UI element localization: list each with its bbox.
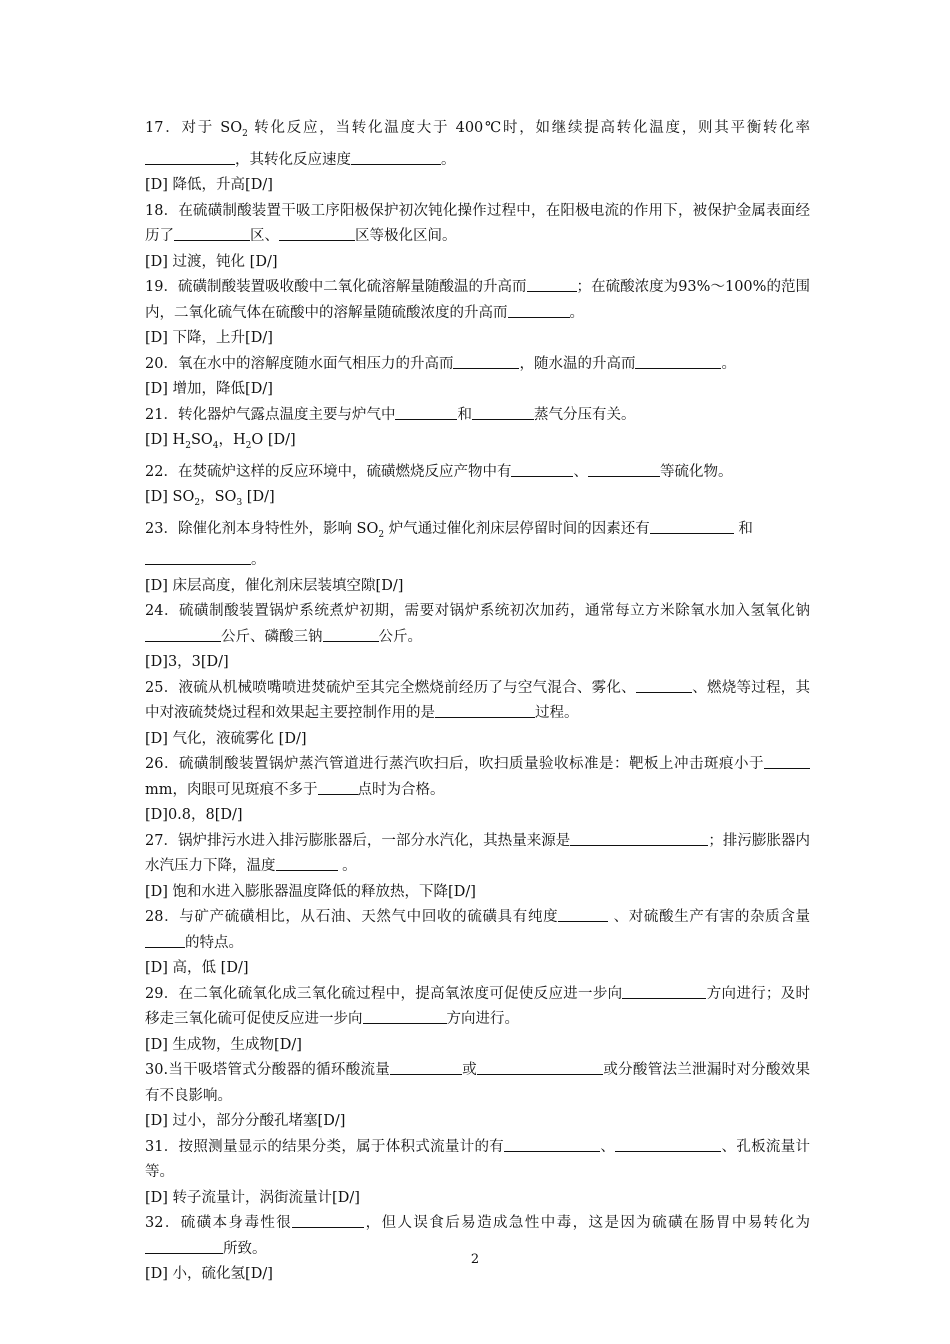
question-list: [145, 116, 810, 1288]
question-25: 25．液硫从机械喷嘴喷进焚硫炉至其完全燃烧前经历了与空气混合、雾化、 、燃烧等过程，其中对液硫焚烧过程和效果起主要控制作用的是 过程。: [145, 676, 810, 727]
answer-blank: [145, 932, 185, 948]
answer-blank: [477, 1059, 603, 1075]
answer-26: [D]0.8，8[D/]: [145, 807, 243, 823]
question-20: 20．氧在水中的溶解度随水面气相压力的升高而 ，随水温的升高而 。: [145, 352, 810, 378]
answer-31: [D] 转子流量计，涡街流量计[D/]: [145, 1189, 360, 1206]
answer-blank: [635, 353, 721, 369]
answer-blank: [276, 855, 338, 871]
question-28: 28．与矿产硫磺相比，从石油、天然气中回收的硫磺具有纯度 、对硫酸生产有害的杂质含量的特点。: [145, 905, 810, 956]
answer-blank: [145, 549, 251, 565]
answer-blank: [351, 149, 441, 165]
question-21: 21．转化器炉气露点温度主要与炉气中 和 蒸气分压有关。: [145, 403, 810, 429]
answer-blank: [390, 1059, 462, 1075]
answer-blank: [279, 225, 355, 241]
answer-24: [D]3，3[D/]: [145, 654, 229, 670]
question-24: 24．硫磺制酸装置锅炉系统煮炉初期，需要对锅炉系统初次加药，通常每立方米除氧水加入氢氧化钠公斤、磷酸三钠 公斤。: [145, 603, 810, 645]
answer-blank: [395, 404, 457, 420]
answer-18: [D] 过渡，钝化 [D/]: [145, 253, 278, 270]
answer-blank: [145, 626, 221, 642]
answer-19: [D] 下降，上升[D/]: [145, 330, 273, 346]
answer-20: [D] 增加，降低[D/]: [145, 381, 273, 397]
answer-29: [D] 生成物，生成物[D/]: [145, 1036, 302, 1053]
answer-blank: [145, 149, 235, 165]
answer-blank: [363, 1008, 447, 1024]
answer-blank: [174, 225, 250, 241]
question-26: 26．硫磺制酸装置锅炉蒸汽管道进行蒸汽吹扫后，吹扫质量验收标准是：靶板上冲击斑痕小于mm，肉眼可见斑痕不多于 点时为合格。: [145, 752, 810, 803]
answer-17: [D] 降低，升高[D/]: [145, 177, 273, 193]
answer-blank: [323, 626, 379, 642]
question-27: 27．锅炉排污水进入排污膨胀器后，一部分水汽化，其热量来源是 ；排污膨胀器内水汽压力下降，温度 。: [145, 829, 810, 880]
answer-25: [D] 气化，液硫雾化 [D/]: [145, 730, 307, 747]
question-30: 30.当干吸塔管式分酸器的循环酸流量 或 或分酸管法兰泄漏时对分酸效果有不良影响。: [145, 1058, 810, 1109]
answer-blank: [527, 276, 577, 292]
answer-blank: [622, 983, 706, 999]
answer-blank: [472, 404, 534, 420]
question-29: 29．在二氧化硫氧化成三氧化硫过程中，提高氧浓度可促使反应进一步向 方向进行；及时移走三氧化硫可促使反应进一步向 方向进行。: [145, 982, 810, 1033]
answer-blank: [318, 779, 358, 795]
answer-blank: [504, 1136, 600, 1152]
answer-22: [D] $SO_2$，$SO_3$ [D/]: [145, 489, 275, 508]
answer-blank: [558, 906, 608, 922]
answer-blank: [570, 830, 708, 846]
question-31: 31．按照测量显示的结果分类，属于体积式流量计的有 、 、孔板流量计等。: [145, 1135, 810, 1186]
answer-21: [D] $H_2SO_4$，$H_2O$ [D/]: [145, 432, 296, 451]
answer-blank: [435, 702, 535, 718]
answer-27: [D] 饱和水进入膨胀器温度降低的释放热，下降[D/]: [145, 883, 476, 900]
question-19: 19．硫磺制酸装置吸收酸中二氧化硫溶解量随酸温的升高而 ；在硫酸浓度为93%～100%的范围内，二氧化硫气体在硫酸中的溶解量随硫酸浓度的升高而 。: [145, 275, 810, 326]
question-22: 22．在焚硫炉这样的反应环境中，硫磺燃烧反应产物中有 、 等硫化物。: [145, 460, 810, 486]
answer-blank: [511, 461, 573, 477]
answer-blank: [764, 753, 810, 769]
answer-32: [D] 小，硫化氢[D/]: [145, 1266, 273, 1282]
page-number: 2: [470, 1252, 480, 1267]
answer-28: [D] 高，低 [D/]: [145, 960, 249, 976]
answer-blank: [588, 461, 660, 477]
answer-blank: [636, 677, 692, 693]
answer-blank: [650, 518, 734, 534]
answer-23: [D] 床层高度，催化剂床层装填空隙[D/]: [145, 577, 404, 594]
answer-blank: [453, 353, 519, 369]
question-32: 32．硫磺本身毒性很 ，但人误食后易造成急性中毒，这是因为硫磺在肠胃中易转化为所致。: [145, 1211, 810, 1262]
question-17: 17．对于 $SO_2$ 转化反应，当转化温度大于 400℃时，如继续提高转化温度，则其平衡转化率，其转化反应速度 。: [145, 120, 810, 168]
question-23: 23．除催化剂本身特性外，影响 $SO_2$ 炉气通过催化剂床层停留时间的因素还有 和 。: [145, 517, 810, 574]
answer-blank: [615, 1136, 721, 1152]
answer-blank: [292, 1212, 364, 1228]
answer-30: [D] 过小，部分分酸孔堵塞[D/]: [145, 1113, 346, 1129]
answer-blank: [508, 302, 570, 318]
question-18: 18．在硫磺制酸装置干吸工序阳极保护初次钝化操作过程中，在阳极电流的作用下，被保护金属表面经历了 区、 区等极化区间。: [145, 202, 810, 244]
